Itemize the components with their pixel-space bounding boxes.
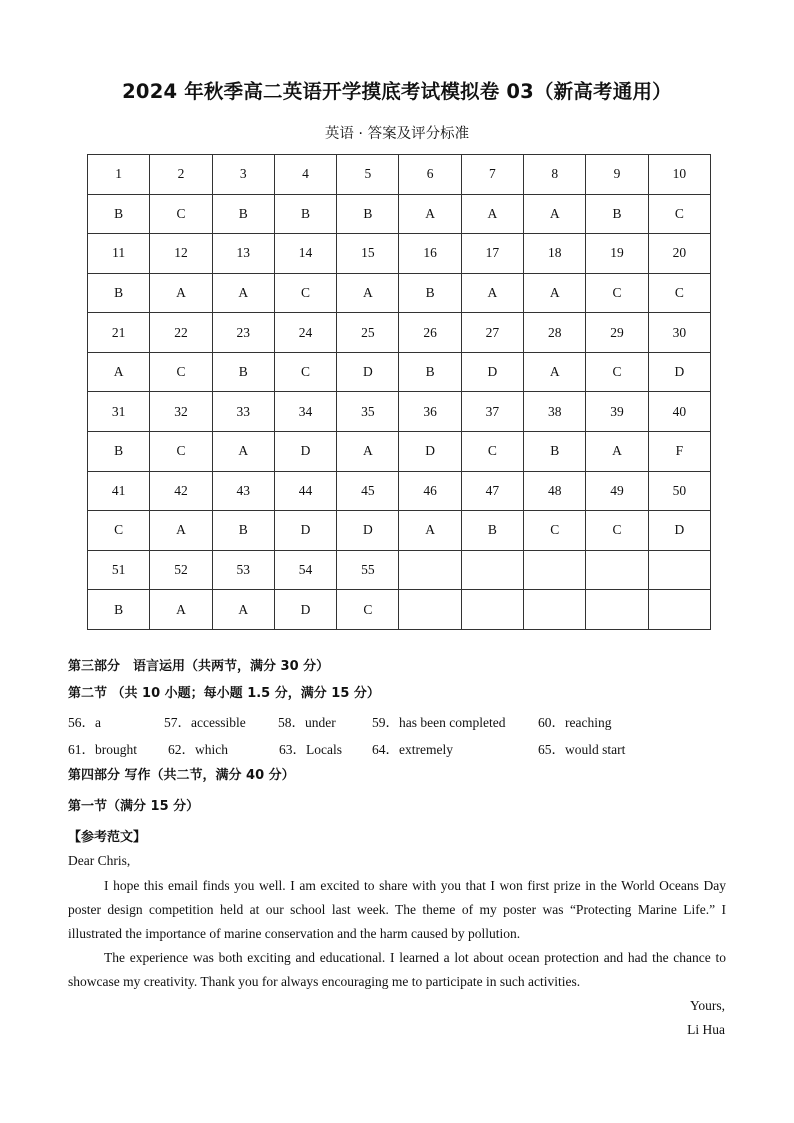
question-number-row	[88, 392, 711, 432]
question-number-cell: 27	[461, 313, 523, 353]
answer-cell: C	[150, 194, 212, 234]
question-number-cell: 40	[648, 392, 710, 432]
question-number-row	[88, 313, 711, 353]
answer-cell: C	[150, 352, 212, 392]
question-number-cell: 5	[337, 155, 399, 195]
question-number-cell: 24	[274, 313, 336, 353]
answer-row	[88, 590, 711, 630]
question-number-cell	[461, 550, 523, 590]
letter-greeting: Dear Chris,	[68, 853, 131, 868]
answer-cell: A	[212, 432, 274, 472]
answer-cell: B	[524, 432, 586, 472]
question-number-cell: 4	[274, 155, 336, 195]
answer-cell: A	[337, 432, 399, 472]
answer-cell: B	[212, 194, 274, 234]
answer-cell: A	[399, 194, 461, 234]
question-number-cell: 47	[461, 471, 523, 511]
answer-56: 56．a	[68, 715, 101, 730]
question-number-cell: 44	[274, 471, 336, 511]
question-number-row	[88, 155, 711, 195]
answer-cell: A	[150, 590, 212, 630]
answer-65: 65．would start	[538, 742, 626, 757]
answer-cell: C	[524, 511, 586, 551]
answer-cell: B	[212, 511, 274, 551]
question-number-cell: 18	[524, 234, 586, 274]
question-number-cell: 54	[274, 550, 336, 590]
question-number-cell	[586, 550, 648, 590]
answer-cell: C	[648, 194, 710, 234]
question-number-cell: 31	[88, 392, 150, 432]
answer-cell: A	[586, 432, 648, 472]
question-number-cell: 22	[150, 313, 212, 353]
answer-cell: B	[586, 194, 648, 234]
answer-cell	[524, 590, 586, 630]
answer-cell: B	[88, 590, 150, 630]
answer-57: 57．accessible	[164, 715, 246, 730]
answer-cell: D	[274, 432, 336, 472]
question-number-cell: 35	[337, 392, 399, 432]
answer-cell: A	[399, 511, 461, 551]
answer-60: 60．reaching	[538, 715, 612, 730]
answer-cell	[461, 590, 523, 630]
question-number-cell: 33	[212, 392, 274, 432]
answer-cell: D	[274, 590, 336, 630]
question-number-cell: 34	[274, 392, 336, 432]
question-number-cell: 39	[586, 392, 648, 432]
answer-cell: B	[88, 432, 150, 472]
answer-cell: F	[648, 432, 710, 472]
part4-heading: 第四部分 写作（共二节，满分 40 分）	[68, 768, 295, 783]
answer-cell: D	[399, 432, 461, 472]
answer-cell: C	[274, 273, 336, 313]
answer-cell: C	[586, 511, 648, 551]
question-number-cell: 50	[648, 471, 710, 511]
question-number-cell: 36	[399, 392, 461, 432]
page-subtitle: 英语 · 答案及评分标准	[324, 126, 470, 142]
answer-cell: D	[337, 352, 399, 392]
answer-row	[88, 432, 711, 472]
part3-section2-heading: 第二节 （共 10 小题；每小题 1.5 分，满分 15 分）	[68, 686, 380, 701]
answer-cell: A	[212, 273, 274, 313]
answer-cell: A	[524, 194, 586, 234]
answer-table	[87, 154, 711, 630]
answer-cell: B	[212, 352, 274, 392]
question-number-cell: 19	[586, 234, 648, 274]
page-title: 2024 年秋季高二英语开学摸底考试模拟卷 03（新高考通用）	[122, 80, 672, 103]
letter-signature: Li Hua	[687, 1022, 725, 1037]
question-number-cell: 15	[337, 234, 399, 274]
question-number-cell: 12	[150, 234, 212, 274]
question-number-cell: 37	[461, 392, 523, 432]
answer-cell: B	[399, 352, 461, 392]
answer-cell	[586, 590, 648, 630]
question-number-cell: 45	[337, 471, 399, 511]
part4-section1-heading: 第一节（满分 15 分）	[68, 799, 200, 814]
answer-cell: D	[337, 511, 399, 551]
question-number-cell: 23	[212, 313, 274, 353]
answer-62: 62．which	[168, 742, 228, 757]
question-number-cell: 10	[648, 155, 710, 195]
answer-cell: A	[150, 273, 212, 313]
question-number-cell	[399, 550, 461, 590]
question-number-cell: 3	[212, 155, 274, 195]
answer-row	[88, 273, 711, 313]
question-number-cell: 17	[461, 234, 523, 274]
answer-cell: B	[337, 194, 399, 234]
answer-cell: C	[274, 352, 336, 392]
answer-59: 59．has been completed	[372, 715, 506, 730]
question-number-cell: 49	[586, 471, 648, 511]
answer-cell: A	[461, 194, 523, 234]
sample-essay-label: 【参考范文】	[68, 830, 147, 845]
answer-cell: B	[274, 194, 336, 234]
question-number-cell: 14	[274, 234, 336, 274]
answer-63: 63．Locals	[279, 742, 342, 757]
answer-cell: C	[337, 590, 399, 630]
question-number-cell: 28	[524, 313, 586, 353]
question-number-cell: 51	[88, 550, 150, 590]
question-number-cell: 38	[524, 392, 586, 432]
question-number-row	[88, 550, 711, 590]
question-number-cell: 8	[524, 155, 586, 195]
answer-cell: B	[88, 273, 150, 313]
answer-cell: B	[461, 511, 523, 551]
question-number-cell: 41	[88, 471, 150, 511]
answer-cell	[399, 590, 461, 630]
question-number-cell: 16	[399, 234, 461, 274]
answer-cell: A	[88, 352, 150, 392]
question-number-cell	[648, 550, 710, 590]
answer-cell: D	[461, 352, 523, 392]
question-number-cell: 52	[150, 550, 212, 590]
question-number-cell: 43	[212, 471, 274, 511]
answer-61: 61．brought	[68, 742, 137, 757]
answer-row	[88, 511, 711, 551]
question-number-cell: 6	[399, 155, 461, 195]
question-number-row	[88, 234, 711, 274]
answer-cell: A	[212, 590, 274, 630]
answer-cell: D	[274, 511, 336, 551]
answer-cell: C	[88, 511, 150, 551]
question-number-cell: 13	[212, 234, 274, 274]
answer-cell	[648, 590, 710, 630]
answer-cell: A	[524, 352, 586, 392]
answer-64: 64．extremely	[372, 742, 453, 757]
question-number-row	[88, 471, 711, 511]
question-number-cell: 30	[648, 313, 710, 353]
answer-row	[88, 194, 711, 234]
question-number-cell: 21	[88, 313, 150, 353]
answer-cell: A	[337, 273, 399, 313]
question-number-cell: 29	[586, 313, 648, 353]
question-number-cell: 48	[524, 471, 586, 511]
answer-cell: A	[150, 511, 212, 551]
question-number-cell: 9	[586, 155, 648, 195]
answer-cell: D	[648, 352, 710, 392]
part3-heading: 第三部分 语言运用（共两节，满分 30 分）	[68, 659, 330, 674]
question-number-cell: 20	[648, 234, 710, 274]
answer-cell: B	[88, 194, 150, 234]
question-number-cell: 42	[150, 471, 212, 511]
letter-paragraph-2: The experience was both exciting and educational. I learned a lot about ocean protection and had the chance to showcase my creativity. Thank you for always encouraging me to participate in such activities.	[68, 950, 726, 989]
question-number-cell: 46	[399, 471, 461, 511]
answer-cell: A	[524, 273, 586, 313]
question-number-cell: 25	[337, 313, 399, 353]
question-number-cell: 7	[461, 155, 523, 195]
letter-paragraph-1: I hope this email finds you well. I am excited to share with you that I won first prize in the World Oceans Day poster design competition held at our school last week. The theme of my poster was “Protecting Marine Life.” I illustrated the importance of marine conservation and the harm caused by pollution.	[68, 878, 726, 941]
answer-cell: C	[586, 352, 648, 392]
question-number-cell	[524, 550, 586, 590]
letter-closing: Yours,	[689, 998, 725, 1013]
question-number-cell: 53	[212, 550, 274, 590]
answer-58: 58．under	[278, 715, 336, 730]
answer-cell: C	[648, 273, 710, 313]
answer-cell: C	[461, 432, 523, 472]
answer-cell: C	[586, 273, 648, 313]
question-number-cell: 1	[88, 155, 150, 195]
answer-cell: A	[461, 273, 523, 313]
question-number-cell: 32	[150, 392, 212, 432]
question-number-cell: 55	[337, 550, 399, 590]
answer-cell: D	[648, 511, 710, 551]
question-number-cell: 2	[150, 155, 212, 195]
answer-row	[88, 352, 711, 392]
question-number-cell: 26	[399, 313, 461, 353]
answer-cell: C	[150, 432, 212, 472]
answer-cell: B	[399, 273, 461, 313]
question-number-cell: 11	[88, 234, 150, 274]
